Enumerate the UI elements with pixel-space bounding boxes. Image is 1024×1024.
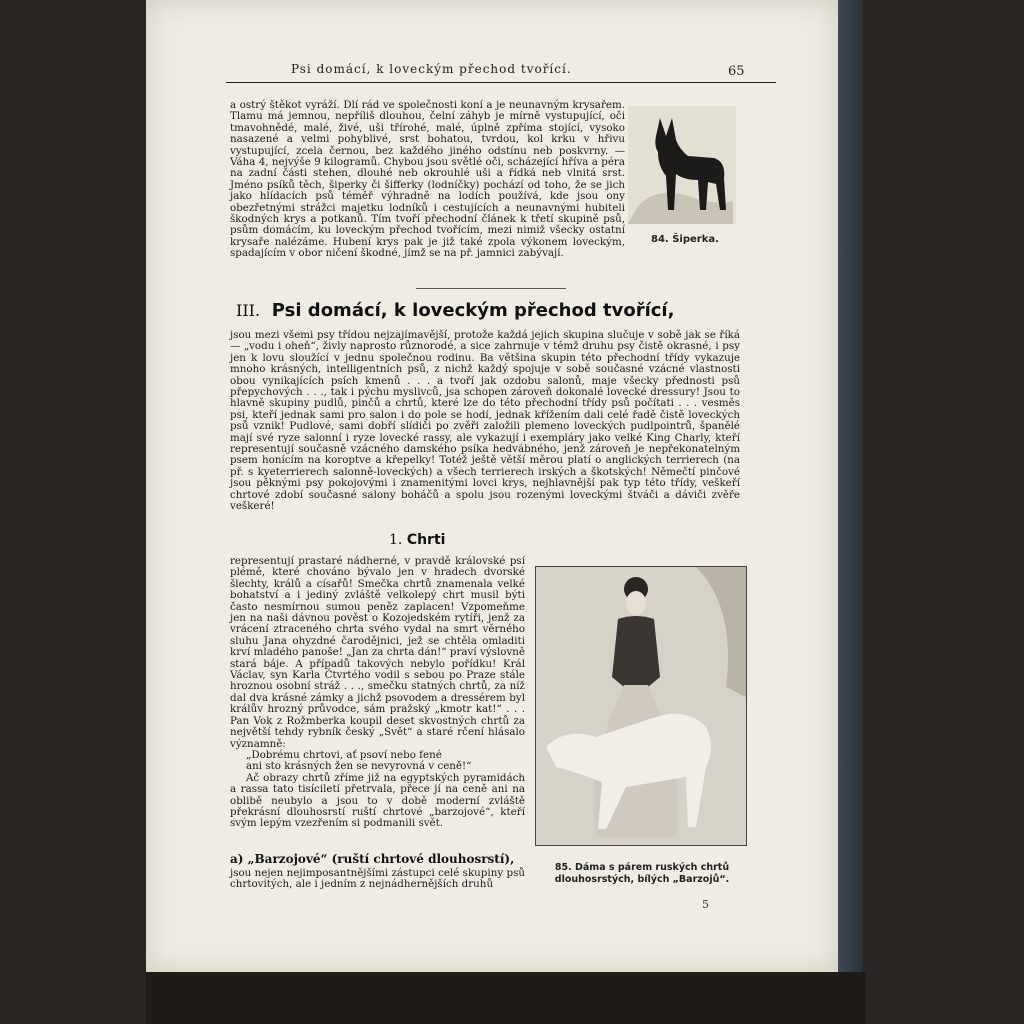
subsection-paragraph: representují prastaré nádherné, v pravdě královské psí plémě, které chováno bývalo jen v hradech dvorské šlechty, králů a císařů! Smečka chrtů znamenala velké bohatství a i jediný zvláště velkolepý chrt musil býti často nesmírnou sumou peněz zaplacen! Vzpomeňme jen na naši dávnou pověst o Kozojedském rytíři, jenž za vrácení ztraceného chrta svého vydal na smrt věrného sluhu Jana ohyzdné čarodějnici, jež se chtěla omladiti krví mladého panoše! „Jan za chrta dán!“ praví výslovně stará báje. A případů takových nebylo pořídku! Král Václav, syn Karla Čtvrtého vodil s sebou po Praze stále hroznou osobní stráž . . ., smečku statných chrtů, za níž dal dva krásné zámky a jichž psovodem a dressérem byl králův hrozný průvodce, sám pražský „kmotr kat!“ . . . Pan Vok z Rožmberka koupil deset skvostných chrtů za největší tehdy rybník český „Svět“ a staré rčení hlásalo významně: bbox=[230, 555, 525, 750]
subsection-body bbox=[230, 556, 525, 830]
subsection-paragraph-2: Ač obrazy chrtů zříme již na egyptských pyramidách a rassa tato tisíciletí přetrvala, přece jí na ceně ani na oblibě neubylo a jsou to v době moderní zvláště překrásní dlouhosrstí ruští chrtové „barzojové“, kteří svým lepým vzezřením si podmanili svět. bbox=[230, 771, 525, 830]
lady-with-dogs-illustration-icon bbox=[536, 567, 746, 845]
page-number: 65 bbox=[728, 64, 745, 79]
section-title: Psi domácí, k loveckým přechod tvořící, bbox=[271, 300, 675, 321]
section-paragraph: jsou mezi všemi psy třídou nejzajímavější, protože každá jejich skupina slučuje v sobě jak se říká — „vodu i oheň“, živly naprosto různorodé, a sice zahrnuje v témž druhu psy čistě okrasné, i psy jen k lovu sloužící v jednu společnou rodinu. Ba většina skupin této přechodní třídy vykazuje mnoho krásných, intelligentních psů, z nichž každý spojuje v sobě současné vzácné vlastnosti obou vynikajících psích kmenů . . . a tvoří jak ozdobu salonů, maje všecky přednosti psů přepychových . . ., tak i pýchu myslivců, jsa schopen zároveň dokonalé lovecké dressury! Jsou to hlavně skupiny pudlů, pinčů a chrtů, které lze do této přechodní třídy psů počítati . . . vesměs psi, kteří jednak sami pro salon i do pole se hodí, jednak křížením dali celé řadě čistě loveckých psů vznik! Pudlové, sami dobří slídiči po zvěři založili plemeno loveckých pudlpointrů, španělé mají své ryze salonní i ryze lovecké rassy, ale vykazují i exempláry jako velké King Charly, kteří representují současně vzácného damského psíka hedvábného, jenž zároveň je nepřekonatelným psem honícím na koroptve a křepelky! Totéž ještě větší měrou platí o anglických terrierech (na př. s kyeterrierech salonně-loveckých) a všech terrierech irských a škotských! Němečtí pinčové jsou pěknými psy pokojovými i znamenitými lovci krys, nejhlavnější pak typ této třídy, veškeří chrtové zdobí současné salony boháčů a spolu jsou rozenými loveckými štváči a dáviči zvěře veškeré! bbox=[230, 329, 740, 513]
running-title: Psi domácí, k loveckým přechod tvořící. bbox=[291, 62, 572, 76]
figure2-caption: 85. Dáma s párem ruských chrtů dlouhosrstých, bílých „Barzojů“. bbox=[554, 862, 730, 885]
book-page bbox=[146, 0, 838, 972]
subsection-number: 1. bbox=[389, 532, 403, 548]
background-right bbox=[874, 0, 1024, 1024]
subsubsection-heading: a) „Barzojové“ (ruští chrtové dlouhosrstí), bbox=[230, 852, 515, 866]
section-heading bbox=[236, 300, 674, 321]
figure-lady-with-borzois bbox=[535, 566, 747, 846]
section-number: III. bbox=[236, 301, 261, 320]
signature-mark: 5 bbox=[702, 898, 709, 911]
page-shadow bbox=[146, 972, 866, 1024]
end-paragraph: jsou nejen nejimposantnějšími zástupci celé skupiny psů chrtovitých, ale i jedním z nejnádhernějších druhů bbox=[230, 867, 525, 891]
figure1-caption: 84. Šiperka. bbox=[651, 234, 719, 245]
top-paragraph: a ostrý štěkot vyráží. Dlí rád ve společnosti koní a je neunavným krysařem. Tlamu má jemnou, nepříliš dlouhou, čelní záhyb je mírně vystupující, oči tmavohnědé, malé, živé, uši třírohé, malé, úplně zpříma stojící, vysoko nasazené a velmi pohyblivé, srst bohatou, tvrdou, kol krku v hřivu vystupující, zcela černou, bez každého jiného odstínu neb poskvrny. — Váha 4, nejvýše 9 kilogramů. Chybou jsou světlé oči, scházející hříva a péra na zadní části stehen, dlouhé neb okrouhlé uši a řídká neb vlnitá srst. Jméno psíků těch, šiperky či šifferky (lodníčky) pochází od toho, že se jich jako hlídacích psů téměř výhradně na lodích používá, kde jsou ony obezřetnými strážci majetku lodníků i cestujících a neunavnými hubiteli škodných krys a potkanů. Tím tvoří přechodní článek k třetí skupině psů, psům domácím, ku loveckým přechod tvořícím, mezi nimiž všecky ostatní krysaře nalézáme. Hubení krys pak je již také zpola výkonem loveckým, spadajícím v obor ničení škodné, jímž se na př. jamnici zabývají. bbox=[230, 99, 625, 260]
book-spine bbox=[838, 0, 862, 1000]
subsection-heading bbox=[389, 532, 445, 548]
subsection-title: Chrti bbox=[406, 532, 446, 548]
quote-line-1: „Dobrému chrtovi, ať psoví nebo fené bbox=[246, 748, 442, 761]
section-divider bbox=[416, 288, 566, 289]
dog-illustration-icon bbox=[628, 106, 736, 224]
quote-line-2: ani sto krásných žen se nevyrovná v ceně!“ bbox=[246, 760, 472, 773]
background-left bbox=[0, 0, 150, 1024]
figure-schipperke bbox=[628, 106, 736, 224]
